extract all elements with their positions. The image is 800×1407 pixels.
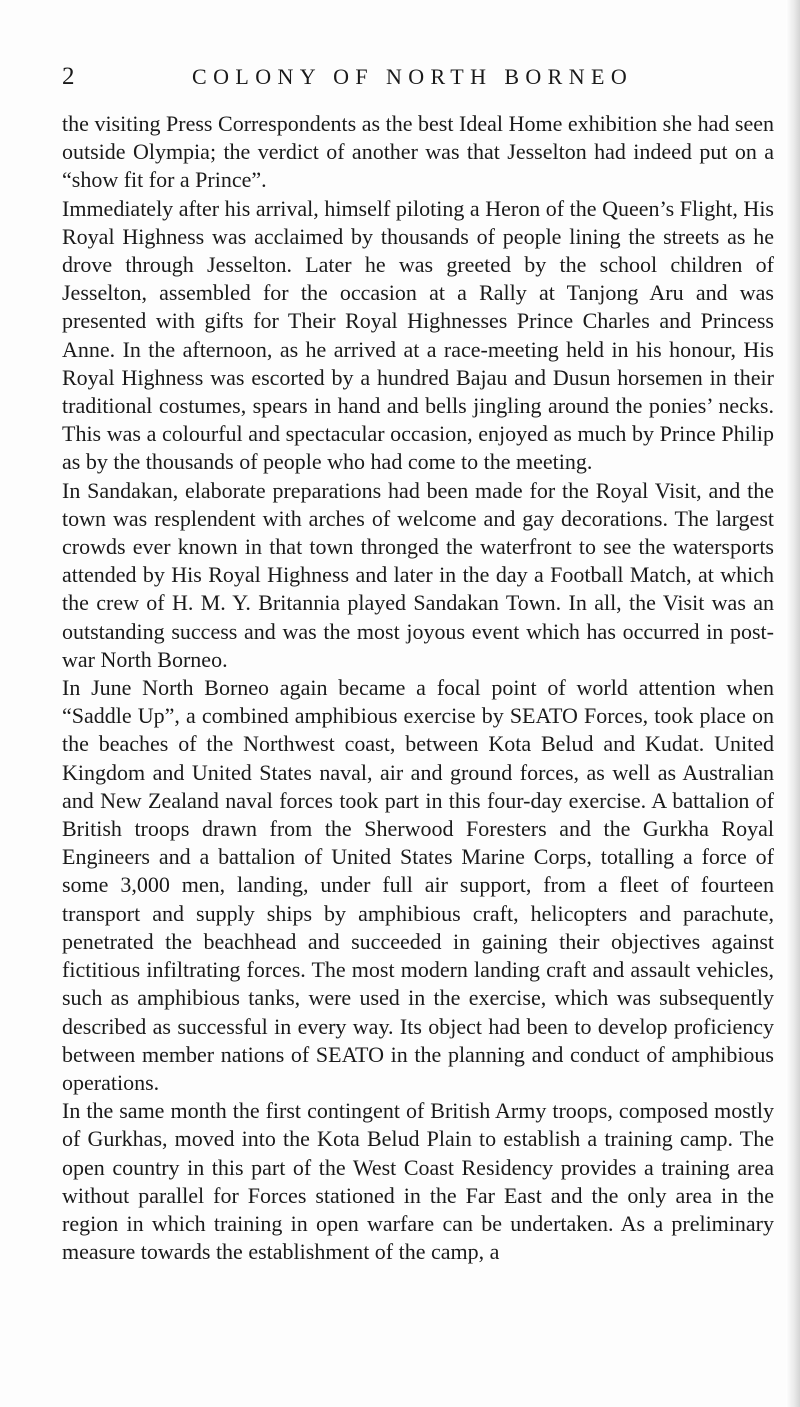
paragraph: In the same month the first contingent of British Army troops, composed mostly of Gurkhas, moved into the Kota Belud Plain to establish a training camp. The open country in this part of the West Coast Residency provides a training area without parallel for Forces stationed in the Far East and the only area in the region in which training in open warfare can be undertaken. As a preliminary measure towards the establishment of the camp, a (62, 1098, 774, 1265)
paragraph: In June North Borneo again became a focal point of world attention when “Saddle Up”, a combined amphibious exercise by SEATO Forces, took place on the beaches of the Northwest coast, between Kota Belud and Kudat. United Kingdom and United States naval, air and ground forces, as well as Australian and New Zealand naval forces took part in this four-day exercise. A battalion of British troops drawn from the Sherwood Foresters and the Gurkha Royal Engineers and a battalion of United States Marine Corps, totalling a force of some 3,000 men, landing, under full air support, from a fleet of fourteen transport and supply ships by amphibious craft, helicopters and parachute, penetrated the beachhead and succeeded in gaining their objectives against fictitious infiltrating forces. The most modern landing craft and assault vehicles, such as amphibious tanks, were used in the exercise, which was subsequently described as successful in every way. Its object had been to develop proficiency between member nations of SEATO in the planning and conduct of amphibious operations. (62, 675, 774, 1095)
page-edge-shadow (786, 0, 800, 1407)
paragraph: Immediately after his arrival, himself piloting a Heron of the Queen’s Flight, His Royal Highness was acclaimed by thousands of people lining the streets as he drove through Jesselton. Later he was greeted by the school children of Jesselton, assembled for the occasion at a Rally at Tanjong Aru and was presented with gifts for Their Royal Highnesses Prince Charles and Princess Anne. In the afternoon, as he arrived at a race-meeting held in his honour, His Royal Highness was escorted by a hundred Bajau and Dusun horsemen in their traditional costumes, spears in hand and bells jingling around the ponies’ necks. This was a colourful and spectacular occasion, enjoyed as much by Prince Philip as by the thousands of people who had come to the meeting. (62, 195, 774, 475)
paragraph: the visiting Press Correspondents as the best Ideal Home exhibition she had seen outside Olympia; the verdict of another was that Jesselton had indeed put on a “show fit for a Prince”. (62, 111, 774, 193)
body-text (62, 110, 774, 1266)
running-title: COLONY OF NORTH BORNEO (192, 64, 634, 89)
page-header (62, 62, 752, 96)
page-number: 2 (62, 63, 75, 90)
paragraph: In Sandakan, elaborate preparations had been made for the Royal Visit, and the town was resplendent with arches of welcome and gay decorations. The largest crowds ever known in that town thronged the waterfront to see the watersports attended by His Royal Highness and later in the day a Football Match, at which the crew of H. M. Y. Britannia played Sandakan Town. In all, the Visit was an outstanding success and was the most joyous event which has occurred in post-war North Borneo. (62, 477, 774, 672)
